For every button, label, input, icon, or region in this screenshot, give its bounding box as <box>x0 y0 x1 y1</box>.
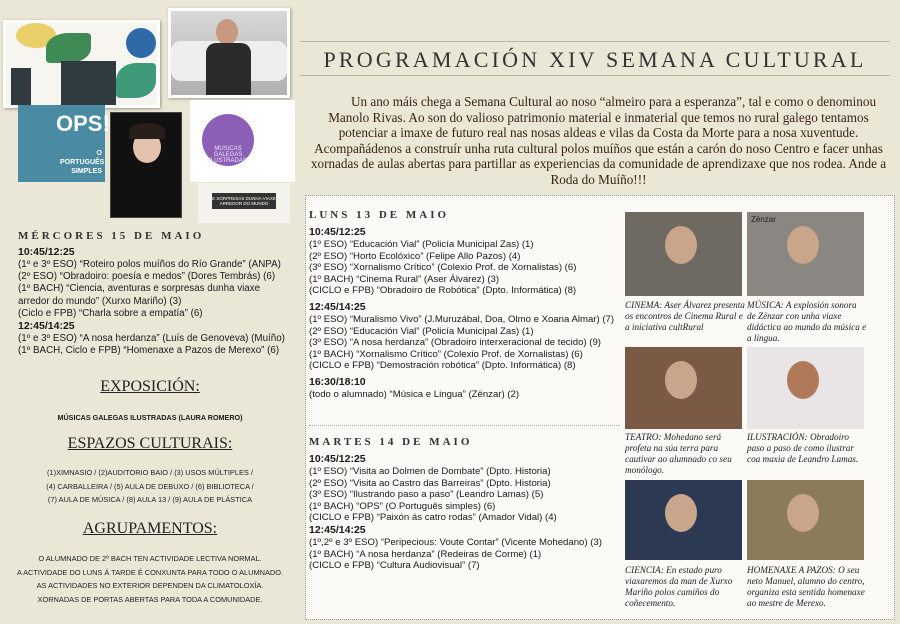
gallery-caption: MÚSICA: A explosión sonora de Zënzar con unha viaxe didáctica ao mundo da música e a lingua. <box>747 300 867 343</box>
illustration-photo <box>3 20 160 108</box>
gallery-photo <box>625 480 742 560</box>
agrupamentos-heading: AGRUPAMENTOS: <box>82 520 218 537</box>
time-slot: 10:45/12:25 <box>18 246 75 258</box>
page-title: PROGRAMACIÓN XIV SEMANA CULTURAL <box>323 47 867 72</box>
luns-list <box>309 226 619 401</box>
exposicion-text: MÚSICAS GALEGAS ILUSTRADAS (LAURA ROMERO) <box>57 413 243 422</box>
photo-subject <box>665 226 697 264</box>
espazos-line: (1)XIMNASIO / (2)AUDITORIO BAIO / (3) USOS MÚLTIPLES / <box>47 468 253 477</box>
ops-subtitle: O PORTUGUÊS SIMPLES <box>60 150 105 175</box>
espazos-line: (4) CARBALLEIRA / (5) AULA DE DEBUXO / (6) BIBLIOTECA / <box>46 481 254 491</box>
activity-item: (1º BACH) “A nosa herdanza” (Redeiras de Corme) (1) <box>309 548 542 560</box>
ops-title: OPS! <box>56 111 110 136</box>
agrupamentos-list <box>0 552 300 606</box>
activity-item: (1º BACH) “Ciencia, aventuras e sorpresas dunha viaxe arredor do mundo” (Xurxo Mariño) (3) <box>18 283 261 307</box>
espazos-list <box>0 466 300 507</box>
day-heading: LUNS 13 DE MAIO <box>309 209 450 221</box>
activity-item: (3º ESO) “A nosa herdanza” (Obradoiro interxeracional de tecido) (9) <box>309 337 601 349</box>
activity-item: (1º e 3º ESO) “A nosa herdanza” (Luís de Genoveva) (Muíño) <box>18 333 285 345</box>
time-slot: 10:45/12:25 <box>309 453 366 465</box>
activity-item: (CICLO e FPB) “Cultura Audiovisual” (7) <box>309 560 480 572</box>
intro-paragraph: Un ano máis chega a Semana Cultural ao noso “almeiro para a esperanza”, tal e como o denominou Manolo Rivas. Ao son do valioso patrimonio material e inmaterial que temos no rural galego tentamos potenciar a imaxe de futuro real nas nosas aldeas e vilas da Costa da Morte para a nosa xuventude. Acompañádenos a construír unha ruta cultural polos muíños que están a carón do noso Centro e facer unhas xornadas de aulas abertas para partillar as experiencias da comunidade de aprendizaxe que nos rodea. Ande a Roda do Muíño!!! <box>310 94 887 187</box>
activity-item: (CICLO e FPB) “Demostración robótica” (Dpto. Informática) (8) <box>309 360 576 372</box>
board-shape <box>61 61 116 106</box>
agrupamentos-line: AS ACTIVIDADES NO EXTERIOR DEPENDEN DA CLIMATOLOXÍA. <box>36 581 264 590</box>
activity-item: (2º ESO) “Visita ao Castro das Barreiras” (Dpto. Historia) <box>309 477 551 489</box>
activity-item: (CICLO e FPB) “Paixón ás catro rodas” (Amador Vidal) (4) <box>309 512 557 524</box>
activity-item: (2º ESO) “Educación Vial” (Policía Municipal Zas) (1) <box>309 325 534 337</box>
photo-subject <box>665 494 697 532</box>
activity-item: (3º ESO) “Ilustrando paso a paso” (Leandro Lamas) (5) <box>309 489 544 501</box>
title-rule-bottom <box>300 75 890 76</box>
activity-item: (1º e 3º ESO) “Roteiro polos muíños do Río Grande” (ANPA) <box>18 259 281 270</box>
body-shape <box>206 43 251 98</box>
ops-book-cover <box>18 105 110 182</box>
activity-item: (1º ESO) “Visita ao Dolmen de Dombate” (Dpto. Historia) <box>309 466 551 477</box>
activity-item: (2º ESO) “Horto Ecolóxico” (Felipe Allo Pazos) (4) <box>309 250 521 262</box>
rally-driver-photo <box>168 8 290 98</box>
photo-subject <box>665 361 697 399</box>
luns-schedule <box>309 209 619 401</box>
agrupamentos-line: A ACTIVIDADE DO LUNS Á TARDE É CONXUNTA PARA TODO O ALUMNADO. <box>16 567 284 577</box>
gallery-caption: ILUSTRACIÓN: Obradoiro paso a paso de como ilustrar coa maxia de Leandro Lamas. <box>747 432 859 464</box>
time-slot: 12:45/14:25 <box>18 320 75 333</box>
gallery-caption: TEATRO: Mohedano será profeta na súa terra para cautivar ao alumnado co seu monólogo. <box>625 432 732 475</box>
divider <box>309 425 619 426</box>
title-rule-top <box>300 41 890 42</box>
photo-subject <box>787 494 819 532</box>
book-cover-viaxe <box>198 183 290 223</box>
book-title: E SORPRESAS DUNHA VIAXE ARREDOR DO MUNDO <box>212 193 276 209</box>
board-shape <box>11 68 31 108</box>
time-slot: 16:30/18:10 <box>309 375 366 388</box>
time-slot: 12:45/14:25 <box>309 523 366 536</box>
martes-list <box>309 453 619 572</box>
photo-subject <box>787 226 819 264</box>
hair-shape <box>129 123 165 139</box>
agrupamentos-line: O ALUMNADO DE 2º BACH TEN ACTIVIDADE LECTIVA NORMAL. <box>38 554 262 563</box>
activity-item: (1º ESO) “Muralismo Vivo” (J.Muruzábal, Doa, Olmo e Xoana Almar) (7) <box>309 313 615 325</box>
exposicion-heading: EXPOSICIÓN: <box>100 378 200 395</box>
espazos-heading: ESPAZOS CULTURAIS: <box>67 435 233 452</box>
photo-subject <box>787 361 819 399</box>
gallery-photo <box>747 347 864 429</box>
berry-shape <box>126 28 156 58</box>
gallery-photo <box>747 480 864 560</box>
time-slot: 12:45/14:25 <box>309 300 366 313</box>
day-heading: MARTES 14 DE MAIO <box>309 436 473 448</box>
day-heading: MÉRCORES 15 DE MAIO <box>18 230 205 242</box>
agrupamentos-line: XORNADAS DE PORTAS ABERTAS PARA TODA A COMUNIDADE. <box>37 594 263 604</box>
activity-item: (1º,2º e 3º ESO) “Peripecious: Voute Contar” (Vicente Mohedano) (3) <box>309 536 602 548</box>
activity-item: (1º BACH) “Xornalismo Crítico” (Colexio Prof. de Xornalistas) (6) <box>309 348 583 360</box>
head-shape <box>216 19 238 45</box>
activity-item: (2º ESO) “Obradoiro: poesía e medos” (Dores Tembrás) (6) <box>18 271 276 283</box>
leaf-shape <box>116 63 156 98</box>
gallery-photo <box>625 347 742 429</box>
gallery-caption: CIENCIA: En estado puro viaxaremos da man de Xurxo Mariño polos camiños do coñecemento. <box>625 565 733 608</box>
activity-item: (3º ESO) “Xornalismo Crítico” (Colexio Prof. de Xornalistas) (6) <box>309 262 577 274</box>
gallery-caption: HOMENAXE A PAZOS: O seu neto Manuel, alumno do centro, organiza esta sentida homenaxe ao mestre de Merexo. <box>747 565 865 608</box>
espazos-line: (7) AULA DE MÚSICA / (8) AULA 13 / (9) AULA DE PLÁSTICA <box>47 495 253 504</box>
activity-item: (1º BACH, Ciclo e FPB) “Homenaxe a Pazos de Merexo” (6) <box>18 345 280 357</box>
mercores-schedule <box>18 230 293 357</box>
activity-item: (1º ESO) “Educación Vial” (Policía Municipal Zas) (1) <box>309 239 534 250</box>
martes-schedule <box>309 436 619 572</box>
activity-item: (Ciclo e FPB) “Charla sobre a empatía” (6) <box>18 307 203 319</box>
mercores-list <box>18 246 293 357</box>
musicas-logo-text: MUSICAS GALEGAS ILUSTRADAS <box>202 114 254 166</box>
gallery-photo <box>625 212 742 296</box>
photo-label: Zënzar <box>751 215 776 224</box>
leaf-shape <box>46 33 91 63</box>
activity-item: (todo o alumnado) “Música e Lingua” (Zënzar) (2) <box>309 388 520 400</box>
activity-item: (1º BACH) “Cinema Rural” (Aser Álvarez) (3) <box>309 273 500 285</box>
gallery-caption: CINEMA: Aser Álvarez presenta os encontros de Cinema Rural e a iniciativa cultRural <box>625 300 745 332</box>
gallery-photo <box>747 212 864 296</box>
activity-item: (1º BACH) “OPS” (O Português simples) (6) <box>309 500 496 512</box>
time-slot: 10:45/12:25 <box>309 226 366 238</box>
musicas-galegas-logo <box>190 100 295 182</box>
activity-item: (CICLO e FPB) “Obradoiro de Robótica” (Dpto. Informática) (8) <box>309 285 577 297</box>
author-portrait-photo <box>110 112 182 218</box>
